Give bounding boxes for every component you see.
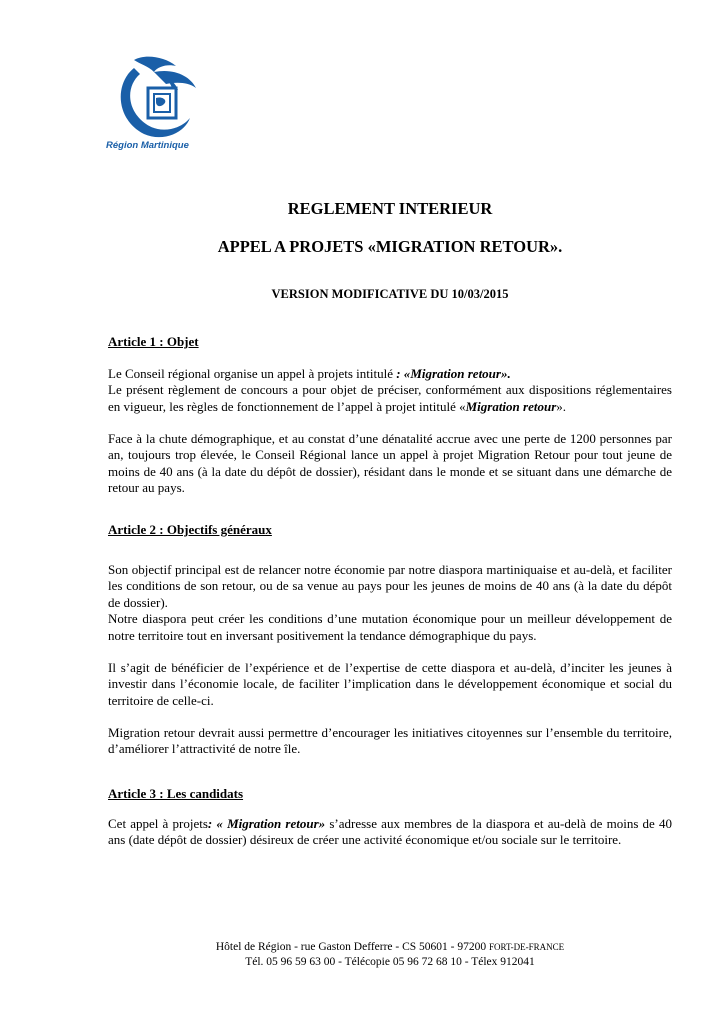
article-2-heading: Article 2 : Objectifs généraux [108, 522, 272, 537]
article-1-p1-emphasis: Migration retour [410, 366, 501, 381]
article-2-paragraph-4: Migration retour devrait aussi permettre d’encourager les initiatives citoyennes sur l’ensemble du territoire, d’améliorer l’attractivité de notre île. [108, 725, 672, 757]
page-footer [108, 940, 672, 970]
article-2-paragraph-3: Il s’agit de bénéficier de l’expérience et de l’expertise de cette diaspora et au-delà, d’inciter les jeunes à investir dans l’économie locale, de faciliter l’implication dans le développement économique et social du territoire de celle-ci. [108, 660, 672, 708]
footer-address [108, 940, 672, 955]
footer-address-text: Hôtel de Région - rue Gaston Defferre - CS 50601 - 97200 [215, 941, 490, 953]
article-3-p1-text-c: s’adresse aux membres de la diaspora et au-delà de moins de 40 ans (date dépôt de dossier) désireux de créer une activité économique et/ou sociale sur le territoire. [108, 816, 673, 848]
article-1-p2-text-c: ». [556, 398, 567, 414]
article-1-p1-colon: : « [396, 366, 411, 381]
article-3-heading: Article 3 : Les candidats [108, 786, 244, 801]
article-1-paragraph-1 [108, 366, 672, 382]
article-2-body-2 [108, 660, 672, 709]
article-3-p1-text-a: Cet appel à projets [108, 816, 208, 831]
article-2-heading-block [108, 522, 672, 538]
article-2-body [108, 562, 672, 644]
article-1-heading: Article 1 : Objet [108, 334, 199, 349]
document-title: REGLEMENT INTERIEUR [287, 199, 493, 218]
footer-city: FORT-DE-FRANCE [489, 942, 565, 952]
article-2-paragraph-2: Notre diaspora peut créer les conditions d’une mutation économique pour un meilleur développement de notre territoire tout en inversant positivement la tendance démographique du pays. [108, 611, 672, 643]
article-1-paragraph-2 [108, 382, 672, 415]
footer-contact: Tél. 05 96 59 63 00 - Télécopie 05 96 72 68 10 - Télex 912041 [245, 956, 535, 968]
article-1-heading-block [108, 334, 672, 350]
document-subtitle: APPEL A PROJETS «MIGRATION RETOUR». [217, 237, 563, 256]
article-1-p2-emphasis: Migration retour [465, 398, 557, 414]
version-line: VERSION MODIFICATIVE DU 10/03/2015 [271, 287, 509, 301]
article-1-body-2 [108, 431, 672, 497]
region-martinique-logo [104, 54, 200, 154]
article-3-body [108, 816, 672, 849]
article-1-body [108, 366, 672, 415]
article-1-p2-text-a: Le présent règlement de concours a pour objet de préciser, conformément aux dispositions réglementaires en vigueur, les règles de fonctionnement de l’appel à projet intitulé « [108, 382, 672, 414]
article-3-heading-block [108, 786, 672, 802]
article-2-body-3 [108, 725, 672, 758]
article-1-p1-text-a: Le Conseil régional organise un appel à projets intitulé [108, 366, 397, 381]
region-martinique-emblem-icon [104, 54, 200, 144]
logo-caption: Région Martinique [106, 140, 189, 151]
article-3-p1-emphasis: : « Migration retour» [207, 816, 326, 831]
article-3-paragraph-1 [108, 816, 672, 849]
article-1-paragraph-3: Face à la chute démographique, et au constat d’une dénatalité accrue avec une perte de 1200 personnes par an, toujours trop élevée, le Conseil Régional lance un appel à projet Migration Retour pour tout jeune de moins de 40 ans (à la date du dépôt de dossier), résidant dans le monde et se situant dans une démarche de retour au pays. [108, 431, 672, 496]
article-2-paragraph-1: Son objectif principal est de relancer notre économie par notre diaspora martiniquaise et au-delà, et faciliter les conditions de son retour, ou de sa venue au pays pour les jeunes de moins de 40 ans (à la date du dépôt de dossier). [108, 562, 672, 610]
article-1-p1-text-c: ». [500, 366, 511, 381]
